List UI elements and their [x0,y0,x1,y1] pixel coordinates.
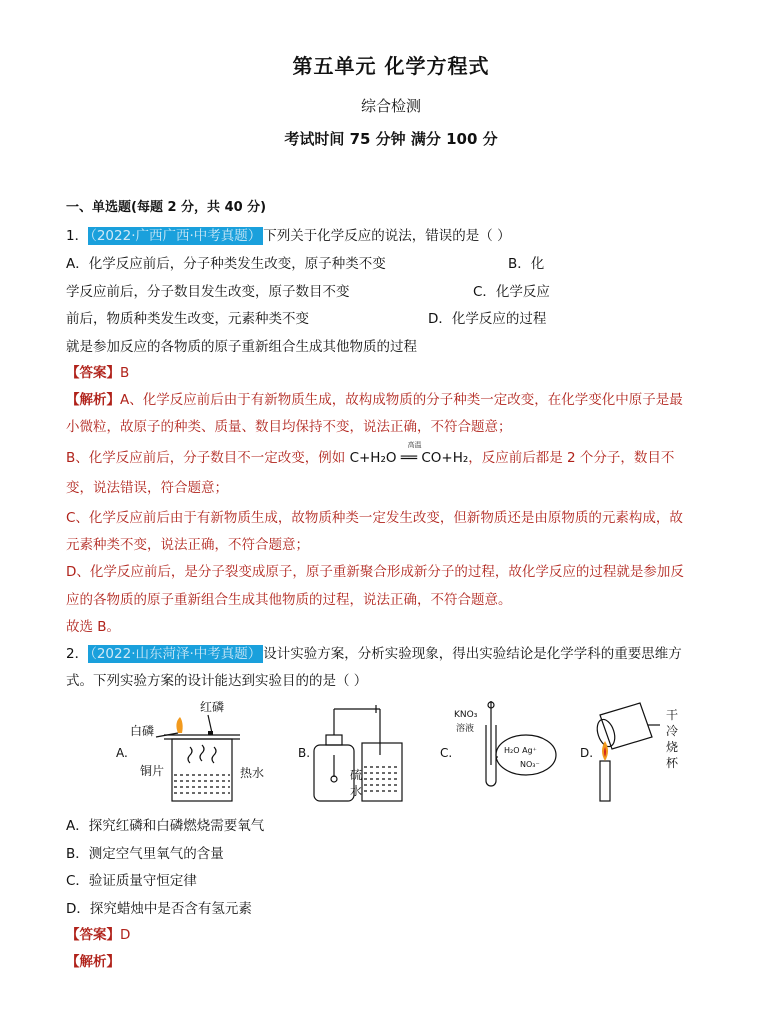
q1-analysis-b1-post: ，反应前后都是 2 个分子，数目不 [468,450,675,466]
beaker-a-icon [156,715,240,801]
q2-option-d: D．探究蜡烛中是否含有氢元素 [66,901,252,917]
d-cup-char-1: 干 [666,708,679,722]
diagram-d-label: D. [580,746,594,760]
test-tube-c-icon [486,701,556,786]
q2-stem: 设计实验方案，分析实验现象，得出实验结论是化学学科的重要思维方 [263,646,682,662]
diagram-d-cup-label [666,708,682,770]
q1-option-b-cont: 学反应前后，分子数目发生改变，原子数目不变 [66,284,350,300]
diagram-c-ions2: NO₃⁻ [520,760,540,769]
q1-answer-value: B [120,365,130,381]
d-cup-char-4: 杯 [666,756,679,770]
q1-stem: 下列关于化学反应的说法，错误的是（ ） [263,228,511,244]
diagram-b-label: B. [298,746,311,760]
flame-a-icon [176,717,213,735]
q1-option-b-start: B．化 [508,256,545,272]
q2-stem-line2: 式。下列实验方案的设计能达到实验目的的是（ ） [66,673,368,689]
q1-equation-text: C+H₂O ══ CO+H₂ [349,450,469,466]
q1-analysis-label: 【解析】 [66,392,120,408]
q1-number: 1． [66,228,89,244]
diagram-c-kno3: KNO₃ [454,710,478,720]
q1-answer-label: 【答案】 [66,365,120,381]
q1-analysis-c1: C、化学反应前后由于有新物质生成，故物质种类一定发生改变，但新物质还是由原物质的元素构成，故 [66,510,683,526]
q1-analysis-a2: 小微粒，故原子的种类、质量、数目均保持不变，说法正确，不符合题意； [66,419,512,435]
section-heading: 一、单选题(每题 2 分，共 40 分) [66,200,267,215]
q2-option-a: A．探究红磷和白磷燃烧需要氧气 [66,818,265,834]
page-subtitle: 综合检测 [360,97,421,115]
diagram-c-ions1: H₂O Ag⁺ [504,746,537,755]
q1-analysis-b1-pre: B、化学反应前后，分子数目不一定改变，例如 [66,450,346,466]
diagram-c-solution: 溶液 [456,724,475,734]
q2-analysis [66,950,120,970]
diagram-b-sulfur: 硫 [350,768,363,782]
q1-option-c-start: C．化学反应 [473,284,550,300]
q1-analysis-a1 [66,388,683,408]
q2-option-c: C．验证质量守恒定律 [66,873,197,889]
q1-answer [66,361,129,381]
exam-info: 考试时间 75 分钟 满分 100 分 [284,130,498,148]
q1-option-a: A．化学反应前后，分子种类发生改变，原子种类不变 [66,256,386,272]
diagram-b-water: 水 [350,784,363,798]
d-cup-char-3: 烧 [666,740,679,754]
q2-source-tag[interactable]: （2022·山东菏泽·中考真题） [90,646,262,662]
page-title: 第五单元 化学方程式 [292,54,490,78]
q2-answer-value: D [120,927,131,943]
q1-option-d-start: D．化学反应的过程 [428,311,547,327]
q2-answer-label: 【答案】 [66,927,120,943]
q1-analysis-d2: 应的各物质的原子重新组合生成其他物质的过程，说法正确，不符合题意。 [66,592,512,608]
diagram-a-label: A. [116,746,128,760]
diagram-a-red-phosphorus: 红磷 [200,700,225,714]
q1-equation-condition: 高温 [407,441,422,449]
q1-analysis-a1-text: A、化学反应前后由于有新物质生成，故构成物质的分子种类一定改变，在化学变化中原子是最 [120,392,683,408]
q1-option-d-cont: 就是参加反应的各物质的原子重新组合生成其他物质的过程 [66,339,417,355]
q1-stem-line [66,224,511,244]
q2-number: 2． [66,646,89,662]
q1-option-c-cont: 前后，物质种类发生改变，元素种类不变 [66,311,309,327]
diagram-a-copper: 铜片 [140,764,165,778]
q1-source-tag[interactable]: （2022·广西广西·中考真题） [90,228,262,244]
q1-analysis-b1 [66,441,675,466]
d-cup-char-2: 冷 [666,724,679,738]
q1-equation [349,441,469,466]
q1-analysis-c2: 元素种类不变，说法正确，不符合题意； [66,537,309,553]
experiment-diagram [100,695,740,815]
q1-conclusion: 故选 B。 [66,619,121,635]
diagram-a-white-phosphorus: 白磷 [130,724,155,738]
q2-option-b: B．测定空气里氧气的含量 [66,846,224,862]
q1-analysis-d1: D、化学反应前后，是分子裂变成原子，原子重新聚合形成新分子的过程，故化学反应的过程就是参加反 [66,564,684,580]
q2-answer [66,923,130,943]
diagram-a-hot-water: 热水 [240,766,265,780]
q2-stem-line [66,642,682,662]
diagram-c-label: C. [440,746,453,760]
q2-analysis-label: 【解析】 [66,954,120,970]
q1-analysis-b2: 变，说法错误，符合题意； [66,480,228,496]
